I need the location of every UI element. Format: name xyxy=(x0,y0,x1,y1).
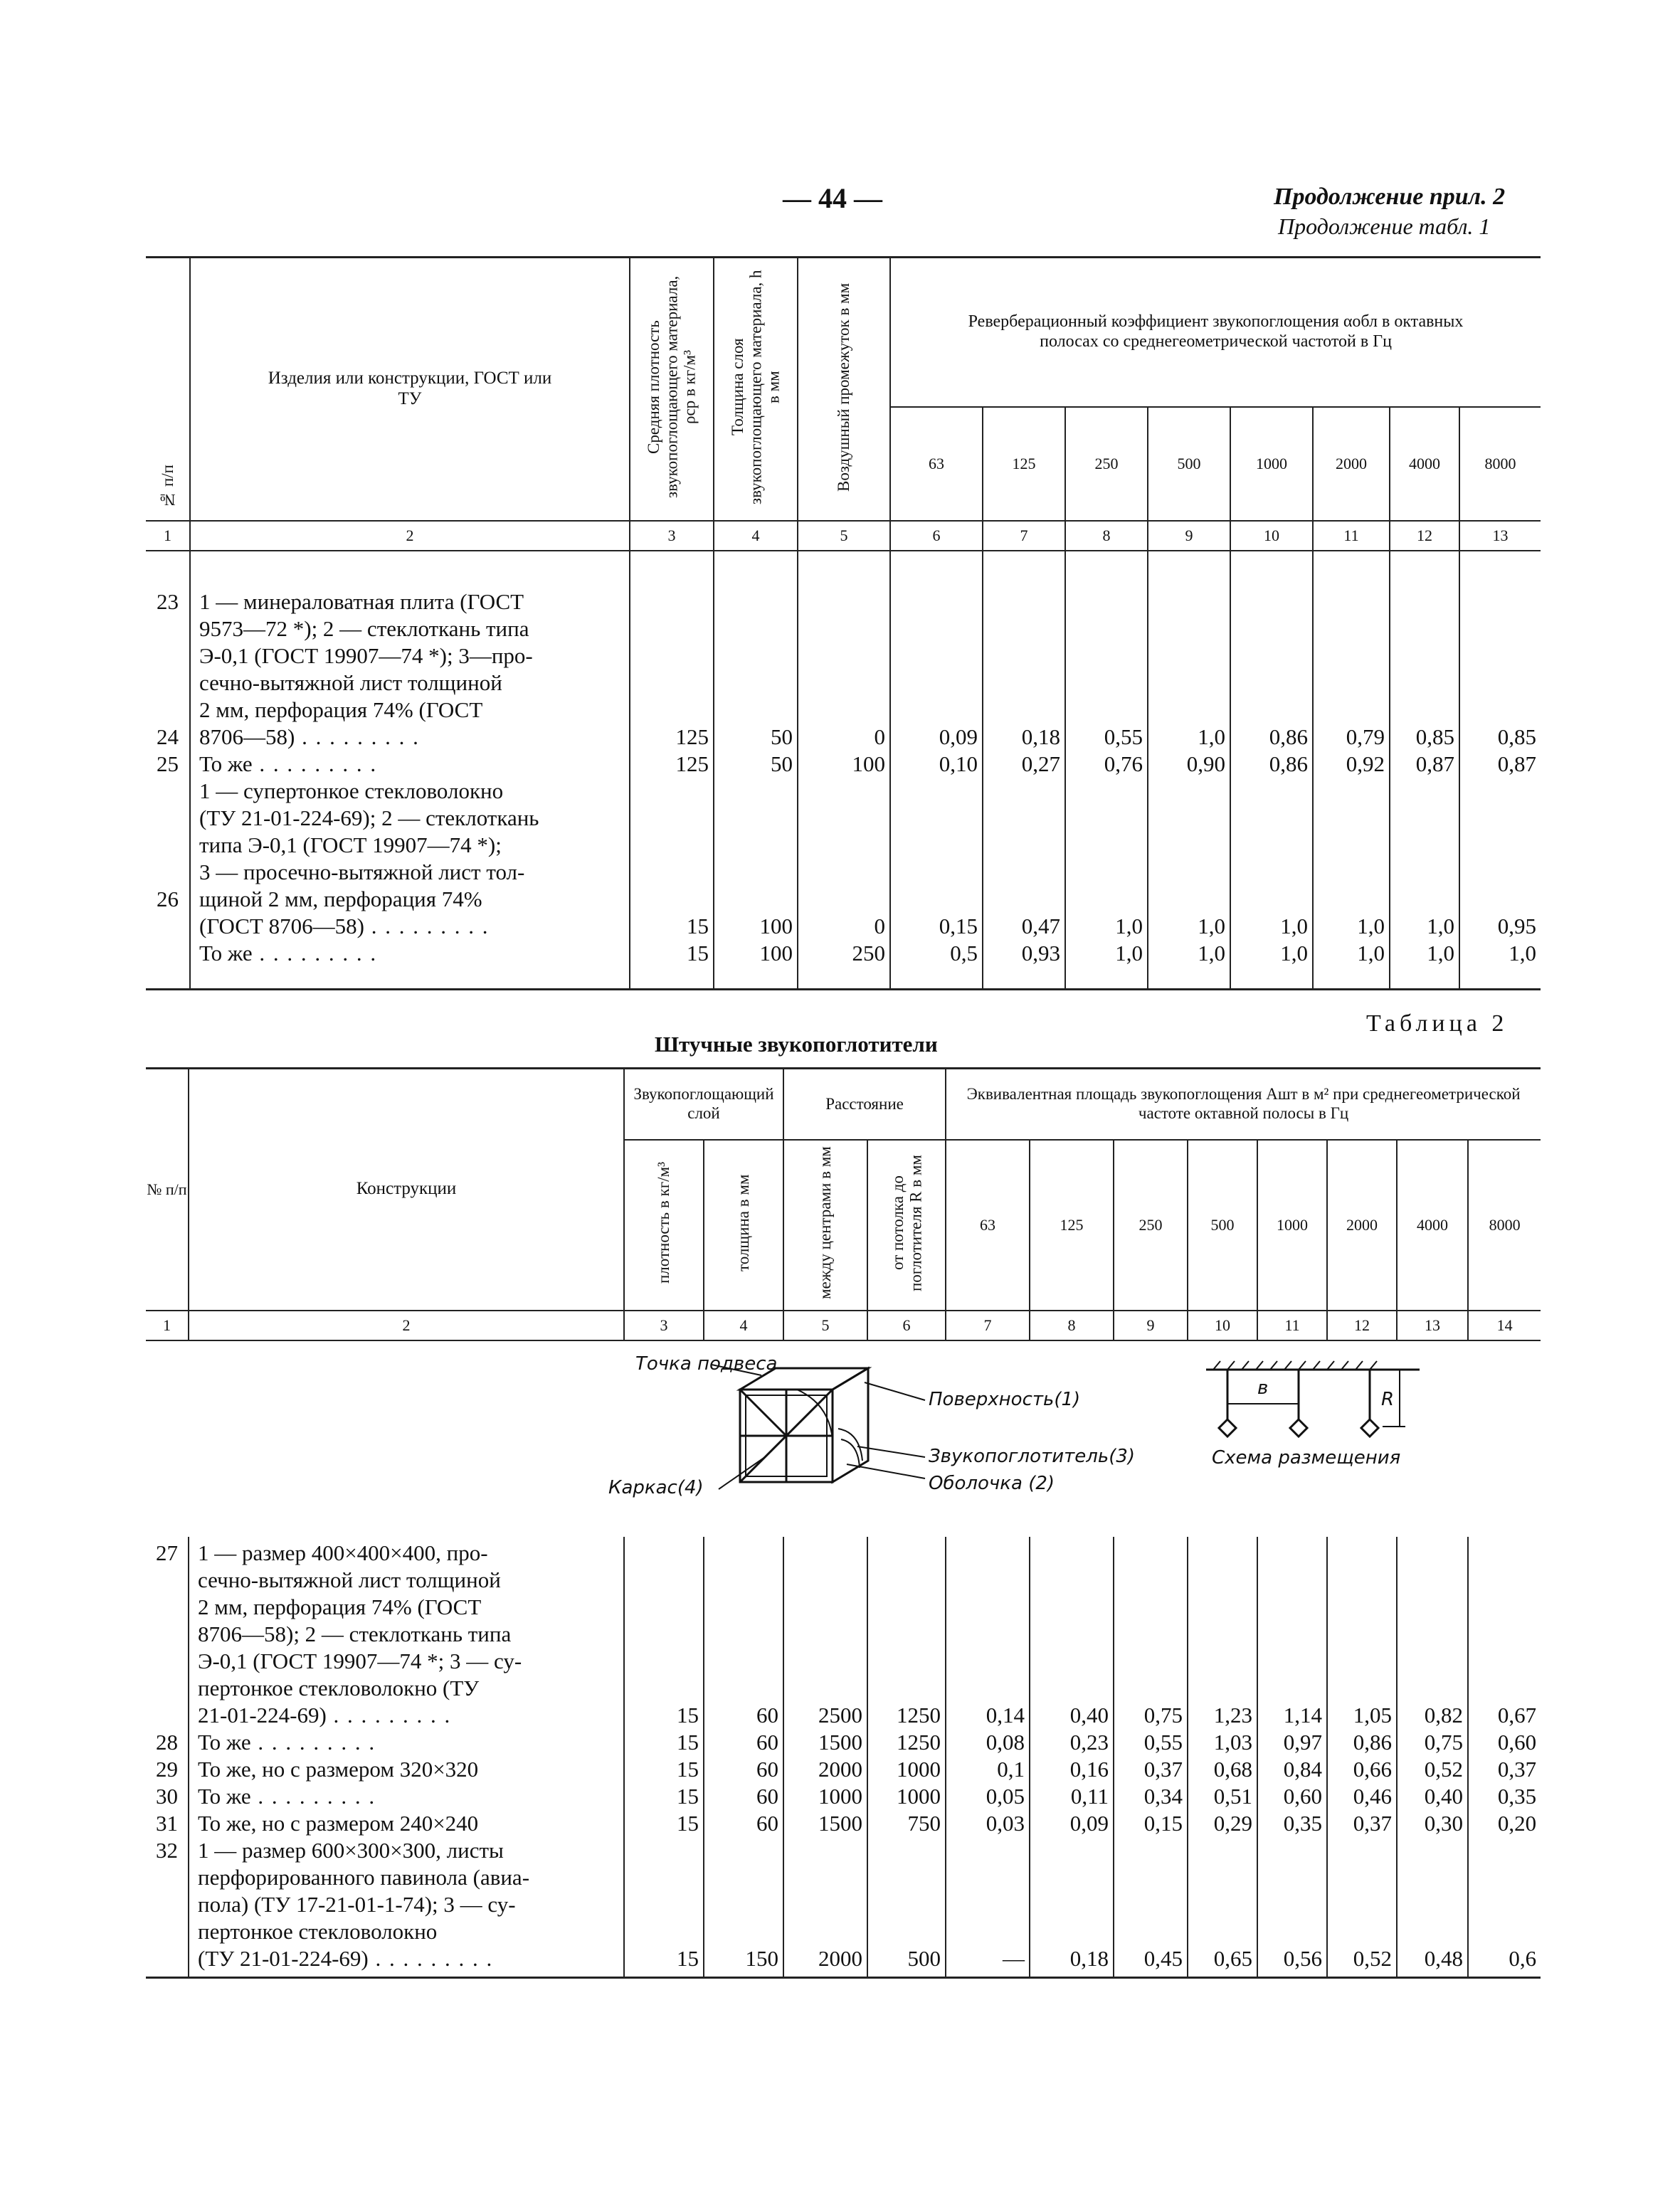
t2-freq-4000: 4000 xyxy=(1397,1140,1468,1311)
t1-alpha: 0,85 xyxy=(1497,724,1537,749)
t2-area: 0,35 xyxy=(1497,1783,1537,1809)
t1-alpha: 1,0 xyxy=(1357,913,1385,938)
t1-thickness: 50 xyxy=(771,751,793,776)
t2-area: 0,75 xyxy=(1143,1702,1183,1728)
t2-col-num-header: № п/п xyxy=(146,1069,189,1311)
t2-ceiling: 500 xyxy=(907,1945,941,1971)
t2-between: 1000 xyxy=(818,1783,863,1809)
t1-alpha: 1,0 xyxy=(1115,913,1143,938)
t2-density: 15 xyxy=(677,1783,699,1809)
t2-area: 0,34 xyxy=(1143,1783,1183,1809)
t1-colnum: 5 xyxy=(798,521,890,551)
t2-between: 1500 xyxy=(818,1810,863,1836)
t2-row-text: 1 — размер 400×400×400, про- xyxy=(198,1540,488,1565)
t1-alpha: 0,79 xyxy=(1346,724,1385,749)
t1-thickness: 100 xyxy=(759,940,793,965)
r-dimension-label: R xyxy=(1381,1388,1395,1410)
t1-alpha: 0,15 xyxy=(939,913,978,938)
t1-alpha: 0,47 xyxy=(1021,913,1060,938)
t1-density: 15 xyxy=(687,913,709,938)
t2-area: 0,18 xyxy=(1069,1945,1109,1971)
t2-thickness-header: толщина в мм xyxy=(734,1174,753,1272)
t2-freq-2000: 2000 xyxy=(1327,1140,1397,1311)
t2-area: 0,15 xyxy=(1143,1810,1183,1836)
t2-area: 0,20 xyxy=(1497,1810,1537,1836)
t2-density-header: плотность в кг/м³ xyxy=(655,1162,673,1284)
t1-alpha: 0,95 xyxy=(1497,913,1537,938)
t1-freq-125: 125 xyxy=(983,407,1065,521)
table-2-label: Таблица 2 xyxy=(1366,1010,1509,1037)
t2-area: 0,30 xyxy=(1424,1810,1464,1836)
t2-row-text: сечно-вытяжной лист толщиной xyxy=(198,1567,501,1592)
t1-freq-8000: 8000 xyxy=(1459,407,1541,521)
t1-density-header: Средняя плотность звукопоглощающего материала, ρср в кг/м³ xyxy=(645,275,699,499)
t1-alpha: 0,90 xyxy=(1186,751,1225,776)
t2-row-text: (ТУ 21-01-224-69) . . . xyxy=(198,1945,618,1972)
t2-row-text: То же, но с размером 320×320 xyxy=(198,1756,479,1782)
t2-area: 0,68 xyxy=(1213,1756,1253,1782)
suspension-point-label: Точка подвеса xyxy=(635,1353,778,1375)
t2-area: 0,37 xyxy=(1353,1810,1393,1836)
t2-construction-header: Конструкции xyxy=(189,1069,624,1311)
t1-freq-500: 500 xyxy=(1148,407,1230,521)
t2-row-index: 28 xyxy=(156,1729,178,1755)
t1-row-index: 24 xyxy=(157,724,179,749)
t2-thickness: 60 xyxy=(756,1783,779,1809)
t1-alpha: 1,0 xyxy=(1280,940,1308,965)
t2-area: 0,03 xyxy=(986,1810,1025,1836)
t1-colnum: 3 xyxy=(630,521,714,551)
t2-colnum: 4 xyxy=(704,1311,783,1340)
t1-row-index: 23 xyxy=(157,588,179,614)
t2-row-text: 1 — размер 600×300×300, листы xyxy=(198,1837,504,1863)
t2-area: 0,1 xyxy=(997,1756,1025,1782)
t2-area: 0,52 xyxy=(1353,1945,1393,1971)
t2-density: 15 xyxy=(677,1729,699,1755)
t2-density: 15 xyxy=(677,1810,699,1836)
t2-area: 0,37 xyxy=(1143,1756,1183,1782)
t2-area: 0,05 xyxy=(986,1783,1025,1809)
t2-row-text: Э-0,1 (ГОСТ 19907—74 *; 3 — су- xyxy=(198,1648,522,1673)
t2-thickness: 60 xyxy=(756,1810,779,1836)
t1-alpha: 0,55 xyxy=(1104,724,1143,749)
t1-col-num-header: № п/п xyxy=(158,465,176,509)
page-number: — 44 — xyxy=(783,182,882,214)
t1-freq-2000: 2000 xyxy=(1313,407,1390,521)
t1-colnum: 10 xyxy=(1230,521,1313,551)
t2-area: 0,55 xyxy=(1143,1729,1183,1755)
t2-thickness: 60 xyxy=(756,1729,779,1755)
t2-area: 0,66 xyxy=(1353,1756,1393,1782)
t2-colnum: 13 xyxy=(1397,1311,1468,1340)
t1-alpha: 0,18 xyxy=(1021,724,1060,749)
t1-thickness-header: Толщина слоя звукопоглощающего материала, h в мм xyxy=(729,270,783,504)
t1-colnum: 12 xyxy=(1390,521,1459,551)
t1-alpha: 0,87 xyxy=(1497,751,1537,776)
table-2-caption: Штучные звукопоглотители xyxy=(655,1032,938,1057)
t1-row-text: (ГОСТ 8706—58) . . . xyxy=(199,913,623,940)
t1-alpha: 1,0 xyxy=(1427,940,1454,965)
t2-area: 0,97 xyxy=(1283,1729,1323,1755)
table-continuation: Продолжение табл. 1 xyxy=(1278,213,1491,239)
t2-row-index: 31 xyxy=(156,1810,178,1836)
t2-between-header: между центрами в мм xyxy=(816,1146,835,1300)
t1-alpha: 0,86 xyxy=(1269,724,1308,749)
t2-row-text: То же . . . xyxy=(198,1729,618,1756)
t2-area: 0,09 xyxy=(1069,1810,1109,1836)
t1-row-text: типа Э-0,1 (ГОСТ 19907—74 *); xyxy=(199,832,502,857)
t1-colnum: 4 xyxy=(714,521,798,551)
t1-density: 15 xyxy=(687,940,709,965)
t2-thickness: 150 xyxy=(745,1945,779,1971)
t1-alpha: 1,0 xyxy=(1509,940,1537,965)
t2-area: 0,86 xyxy=(1353,1729,1393,1755)
t2-between: 1500 xyxy=(818,1729,863,1755)
t1-density: 125 xyxy=(675,751,709,776)
table-1 xyxy=(146,256,1541,990)
t2-row-text: 2 мм, перфорация 74% (ГОСТ xyxy=(198,1594,482,1619)
t2-freq-1000: 1000 xyxy=(1257,1140,1327,1311)
layout-scheme-label: Схема размещения xyxy=(1212,1446,1401,1469)
t2-ceiling-header: от потолка до поглотителя R в мм xyxy=(888,1154,925,1291)
t1-row-text: (ТУ 21-01-224-69); 2 — стеклоткань xyxy=(199,805,539,830)
t2-area: 0,51 xyxy=(1213,1783,1253,1809)
t1-air-gap: 100 xyxy=(852,751,885,776)
t1-air-gap-header: Воздушный промежуток в мм xyxy=(835,282,853,492)
t1-colnum: 1 xyxy=(146,521,190,551)
t1-alpha: 0,10 xyxy=(939,751,978,776)
t2-distance-group-header: Расстояние xyxy=(783,1069,946,1140)
t2-ceiling: 1250 xyxy=(897,1702,941,1728)
t2-row-index: 30 xyxy=(156,1783,178,1809)
t1-colnum: 7 xyxy=(983,521,1065,551)
t2-area: 1,05 xyxy=(1353,1702,1393,1728)
t1-freq-4000: 4000 xyxy=(1390,407,1459,521)
t2-area: 0,37 xyxy=(1497,1756,1537,1782)
t1-row-text: 1 — минераловатная плита (ГОСТ xyxy=(199,588,524,614)
t2-row-text: То же, но с размером 240×240 xyxy=(198,1810,479,1836)
t2-row-text: 8706—58); 2 — стеклоткань типа xyxy=(198,1621,512,1646)
t1-row-index: 26 xyxy=(157,886,179,911)
t2-area: 1,03 xyxy=(1213,1729,1253,1755)
t2-area: 0,29 xyxy=(1213,1810,1253,1836)
t2-area: 0,23 xyxy=(1069,1729,1109,1755)
t2-ceiling: 1250 xyxy=(897,1729,941,1755)
t1-row-text: То же . . . xyxy=(199,940,623,967)
t1-colnum: 11 xyxy=(1313,521,1390,551)
t2-between: 2000 xyxy=(818,1945,863,1971)
t1-product-header: Изделия или конструкции, ГОСТ или ТУ xyxy=(190,258,630,521)
t1-thickness: 50 xyxy=(771,724,793,749)
t1-row-text: 2 мм, перфорация 74% (ГОСТ xyxy=(199,697,483,722)
t1-alpha: 0,87 xyxy=(1415,751,1454,776)
frame-label: Каркас(4) xyxy=(608,1476,704,1498)
t1-alpha-group-header: Реверберационный коэффициент звукопоглощения αобл в октавных полосах со среднегеометрической частотой в Гц xyxy=(890,258,1541,407)
t2-area: 1,14 xyxy=(1283,1702,1323,1728)
t2-area: 0,40 xyxy=(1424,1783,1464,1809)
t2-area: 0,56 xyxy=(1283,1945,1323,1971)
t1-row-text: То же . . . xyxy=(199,751,623,778)
t2-ceiling: 750 xyxy=(907,1810,941,1836)
t1-density: 125 xyxy=(675,724,709,749)
t2-area: 0,60 xyxy=(1283,1783,1323,1809)
t1-row-text: Э-0,1 (ГОСТ 19907—74 *); 3—про- xyxy=(199,642,533,668)
t2-density: 15 xyxy=(677,1702,699,1728)
appendix-continuation: Продолжение прил. 2 xyxy=(1274,184,1506,210)
t2-area: 0,48 xyxy=(1424,1945,1464,1971)
t1-row-text: щиной 2 мм, перфорация 74% xyxy=(199,886,482,911)
t2-row-text: перфорированного павинола (авиа- xyxy=(198,1864,530,1890)
t1-colnum: 2 xyxy=(190,521,630,551)
t2-colnum: 3 xyxy=(624,1311,704,1340)
t2-area: 0,14 xyxy=(986,1702,1025,1728)
t1-air-gap: 250 xyxy=(852,940,885,965)
t2-row-text: То же . . . xyxy=(198,1783,618,1810)
t1-alpha: 0,27 xyxy=(1021,751,1060,776)
t2-row-text: 21-01-224-69) . . . xyxy=(198,1702,618,1729)
t2-area: 0,60 xyxy=(1497,1729,1537,1755)
diagram-band xyxy=(146,1340,1541,1537)
t1-alpha: 1,0 xyxy=(1198,940,1225,965)
t1-alpha: 1,0 xyxy=(1427,913,1454,938)
t2-thickness: 60 xyxy=(756,1702,779,1728)
t2-colnum: 5 xyxy=(783,1311,867,1340)
t2-area: 0,35 xyxy=(1283,1810,1323,1836)
table-2 xyxy=(146,1067,1541,1979)
t2-density: 15 xyxy=(677,1756,699,1782)
t2-between: 2000 xyxy=(818,1756,863,1782)
t1-row-text: сечно-вытяжной лист толщиной xyxy=(199,670,502,695)
t1-alpha: 1,0 xyxy=(1115,940,1143,965)
t1-alpha: 1,0 xyxy=(1357,940,1385,965)
surface-label: Поверхность(1) xyxy=(929,1388,1081,1410)
t2-area: 0,08 xyxy=(986,1729,1025,1755)
t1-air-gap: 0 xyxy=(874,913,885,938)
t2-colnum: 14 xyxy=(1468,1311,1541,1340)
t2-colnum: 7 xyxy=(946,1311,1030,1340)
t1-alpha: 0,76 xyxy=(1104,751,1143,776)
t2-colnum: 1 xyxy=(146,1311,189,1340)
t2-row-index: 29 xyxy=(156,1756,178,1782)
t1-colnum: 8 xyxy=(1065,521,1148,551)
t1-alpha: 0,85 xyxy=(1415,724,1454,749)
t2-density: 15 xyxy=(677,1945,699,1971)
t2-colnum: 12 xyxy=(1327,1311,1397,1340)
t1-alpha: 1,0 xyxy=(1198,913,1225,938)
t2-row-index: 32 xyxy=(156,1837,178,1863)
t2-row-index: 27 xyxy=(156,1540,178,1565)
t2-area: 0,75 xyxy=(1424,1729,1464,1755)
t2-thickness: 60 xyxy=(756,1756,779,1782)
b-dimension-label: в xyxy=(1257,1377,1269,1399)
t2-colnum: 6 xyxy=(867,1311,946,1340)
t1-alpha: 1,0 xyxy=(1198,724,1225,749)
t2-row-text: пертонкое стекловолокно (ТУ xyxy=(198,1675,480,1700)
t1-alpha: 0,86 xyxy=(1269,751,1308,776)
t2-area: 0,40 xyxy=(1069,1702,1109,1728)
t2-area: 1,23 xyxy=(1213,1702,1253,1728)
t2-area: 0,67 xyxy=(1497,1702,1537,1728)
t1-thickness: 100 xyxy=(759,913,793,938)
t2-area: 0,16 xyxy=(1069,1756,1109,1782)
t1-row-index: 25 xyxy=(157,751,179,776)
t1-colnum: 6 xyxy=(890,521,983,551)
t2-colnum: 2 xyxy=(189,1311,624,1340)
t1-row-text: 1 — супертонкое стекловолокно xyxy=(199,778,504,803)
t2-area: 0,6 xyxy=(1509,1945,1537,1971)
t2-area: 0,52 xyxy=(1424,1756,1464,1782)
t2-between: 2500 xyxy=(818,1702,863,1728)
t2-freq-125: 125 xyxy=(1030,1140,1114,1311)
t2-freq-63: 63 xyxy=(946,1140,1030,1311)
t1-freq-250: 250 xyxy=(1065,407,1148,521)
t1-alpha: 0,09 xyxy=(939,724,978,749)
t2-row-text: пола) (ТУ 17-21-01-1-74); 3 — су- xyxy=(198,1891,516,1917)
t2-area: 0,82 xyxy=(1424,1702,1464,1728)
t2-colnum: 8 xyxy=(1030,1311,1114,1340)
t2-ceiling: 1000 xyxy=(897,1783,941,1809)
t2-area: 0,84 xyxy=(1283,1756,1323,1782)
t2-area-group-header: Эквивалентная площадь звукопоглощения Aшт в м² при среднегеометрической частоте октавной полосы в Гц xyxy=(946,1069,1541,1140)
t1-row-text: 9573—72 *); 2 — стеклоткань типа xyxy=(199,615,529,641)
t2-area: 0,45 xyxy=(1143,1945,1183,1971)
t2-area: — xyxy=(1003,1945,1025,1971)
t2-area: 0,46 xyxy=(1353,1783,1393,1809)
t1-alpha: 1,0 xyxy=(1280,913,1308,938)
t2-colnum: 10 xyxy=(1188,1311,1257,1340)
t2-colnum: 11 xyxy=(1257,1311,1327,1340)
t2-area: 0,65 xyxy=(1213,1945,1253,1971)
t1-colnum: 9 xyxy=(1148,521,1230,551)
t2-freq-500: 500 xyxy=(1188,1140,1257,1311)
t1-row-text: 8706—58) . . . xyxy=(199,724,623,751)
t1-freq-1000: 1000 xyxy=(1230,407,1313,521)
t1-row-text: 3 — просечно-вытяжной лист тол- xyxy=(199,859,525,884)
t2-area: 0,11 xyxy=(1070,1783,1109,1809)
t2-colnum: 9 xyxy=(1114,1311,1188,1340)
t1-alpha: 0,93 xyxy=(1021,940,1060,965)
t1-freq-63: 63 xyxy=(890,407,983,521)
absorber-label: Звукопоглотитель(3) xyxy=(929,1445,1136,1467)
shell-label: Оболочка (2) xyxy=(929,1472,1055,1494)
t1-colnum: 13 xyxy=(1459,521,1541,551)
t2-layer-group-header: Звукопоглощающий слой xyxy=(624,1069,783,1140)
t1-alpha: 0,92 xyxy=(1346,751,1385,776)
t2-row-text: пертонкое стекловолокно xyxy=(198,1918,438,1944)
t2-ceiling: 1000 xyxy=(897,1756,941,1782)
t1-alpha: 0,5 xyxy=(950,940,978,965)
t2-freq-8000: 8000 xyxy=(1468,1140,1541,1311)
t2-freq-250: 250 xyxy=(1114,1140,1188,1311)
t1-air-gap: 0 xyxy=(874,724,885,749)
